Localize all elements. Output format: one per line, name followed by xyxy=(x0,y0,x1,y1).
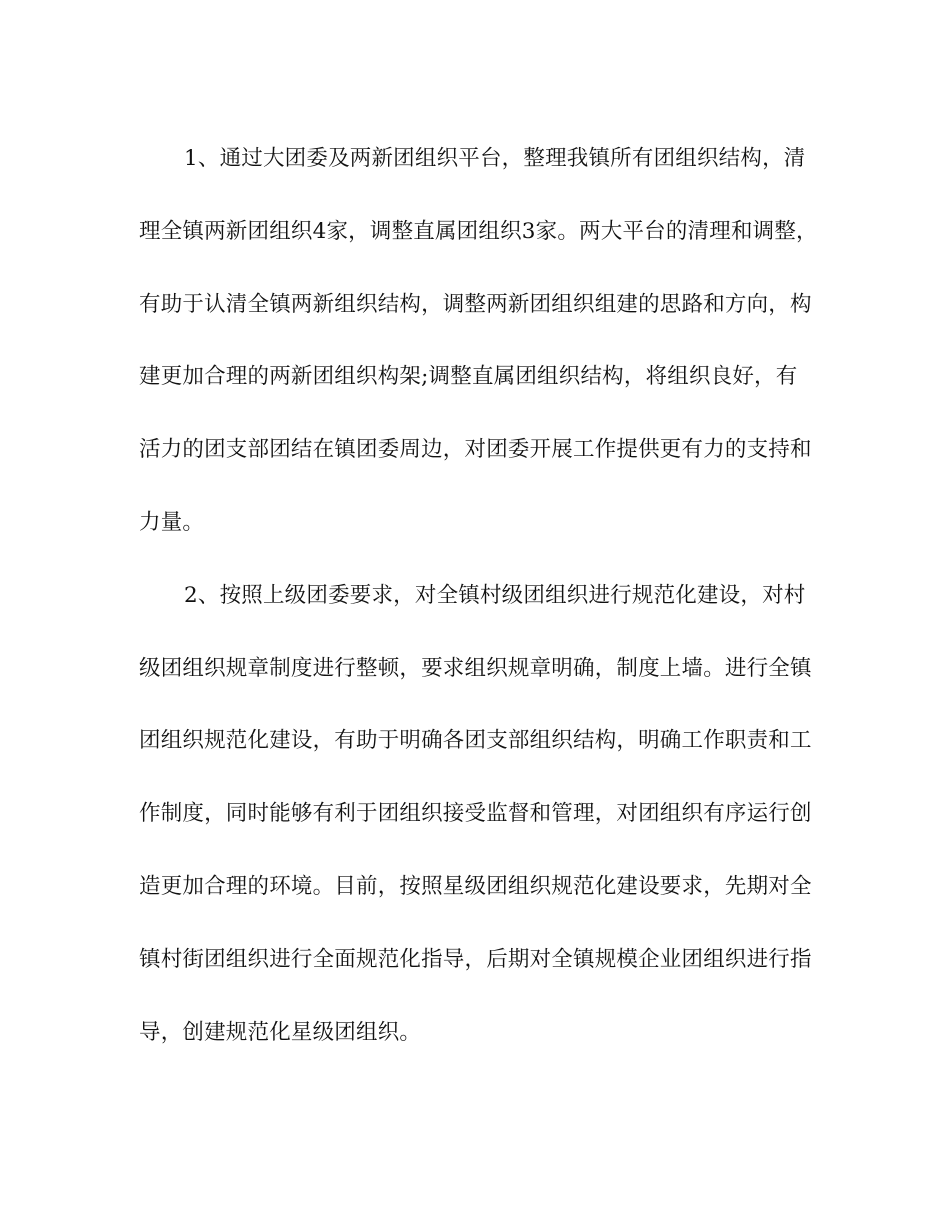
text-line: 有助于认清全镇两新组织结构，调整两新团组织组建的思路和方向，构 xyxy=(139,291,812,317)
text-line: 造更加合理的环境。目前，按照星级团组织规范化建设要求，先期对全 xyxy=(139,873,812,899)
text-line: 2、按照上级团委要求，对全镇村级团组织进行规范化建设，对村 xyxy=(184,582,806,608)
text-line: 1、通过大团委及两新团组织平台，整理我镇所有团组织结构，清 xyxy=(184,146,806,171)
text-line: 团组织规范化建设，有助于明确各团支部组织结构，明确工作职责和工 xyxy=(139,728,812,754)
paragraph-1 xyxy=(139,134,818,571)
text-line: 级团组织规章制度进行整顿，要求组织规章明确，制度上墙。进行全镇 xyxy=(139,655,812,681)
text-line: 力量。 xyxy=(139,509,205,535)
text-line: 建更加合理的两新团组织构架;调整直属团组织结构，将组织良好，有 xyxy=(139,364,798,390)
text-line: 活力的团支部团结在镇团委周边，对团委开展工作提供更有力的支持和 xyxy=(139,437,812,463)
text-line: 导，创建规范化星级团组织。 xyxy=(139,1019,422,1045)
document-body xyxy=(139,134,818,1080)
text-line: 作制度，同时能够有利于团组织接受监督和管理，对团组织有序运行创 xyxy=(139,801,812,827)
paragraph-2 xyxy=(139,571,815,1081)
text-line: 镇村街团组织进行全面规范化指导，后期对全镇规模企业团组织进行指 xyxy=(139,946,812,972)
text-line: 理全镇两新团组织4家，调整直属团组织3家。两大平台的清理和调整， xyxy=(139,218,818,244)
